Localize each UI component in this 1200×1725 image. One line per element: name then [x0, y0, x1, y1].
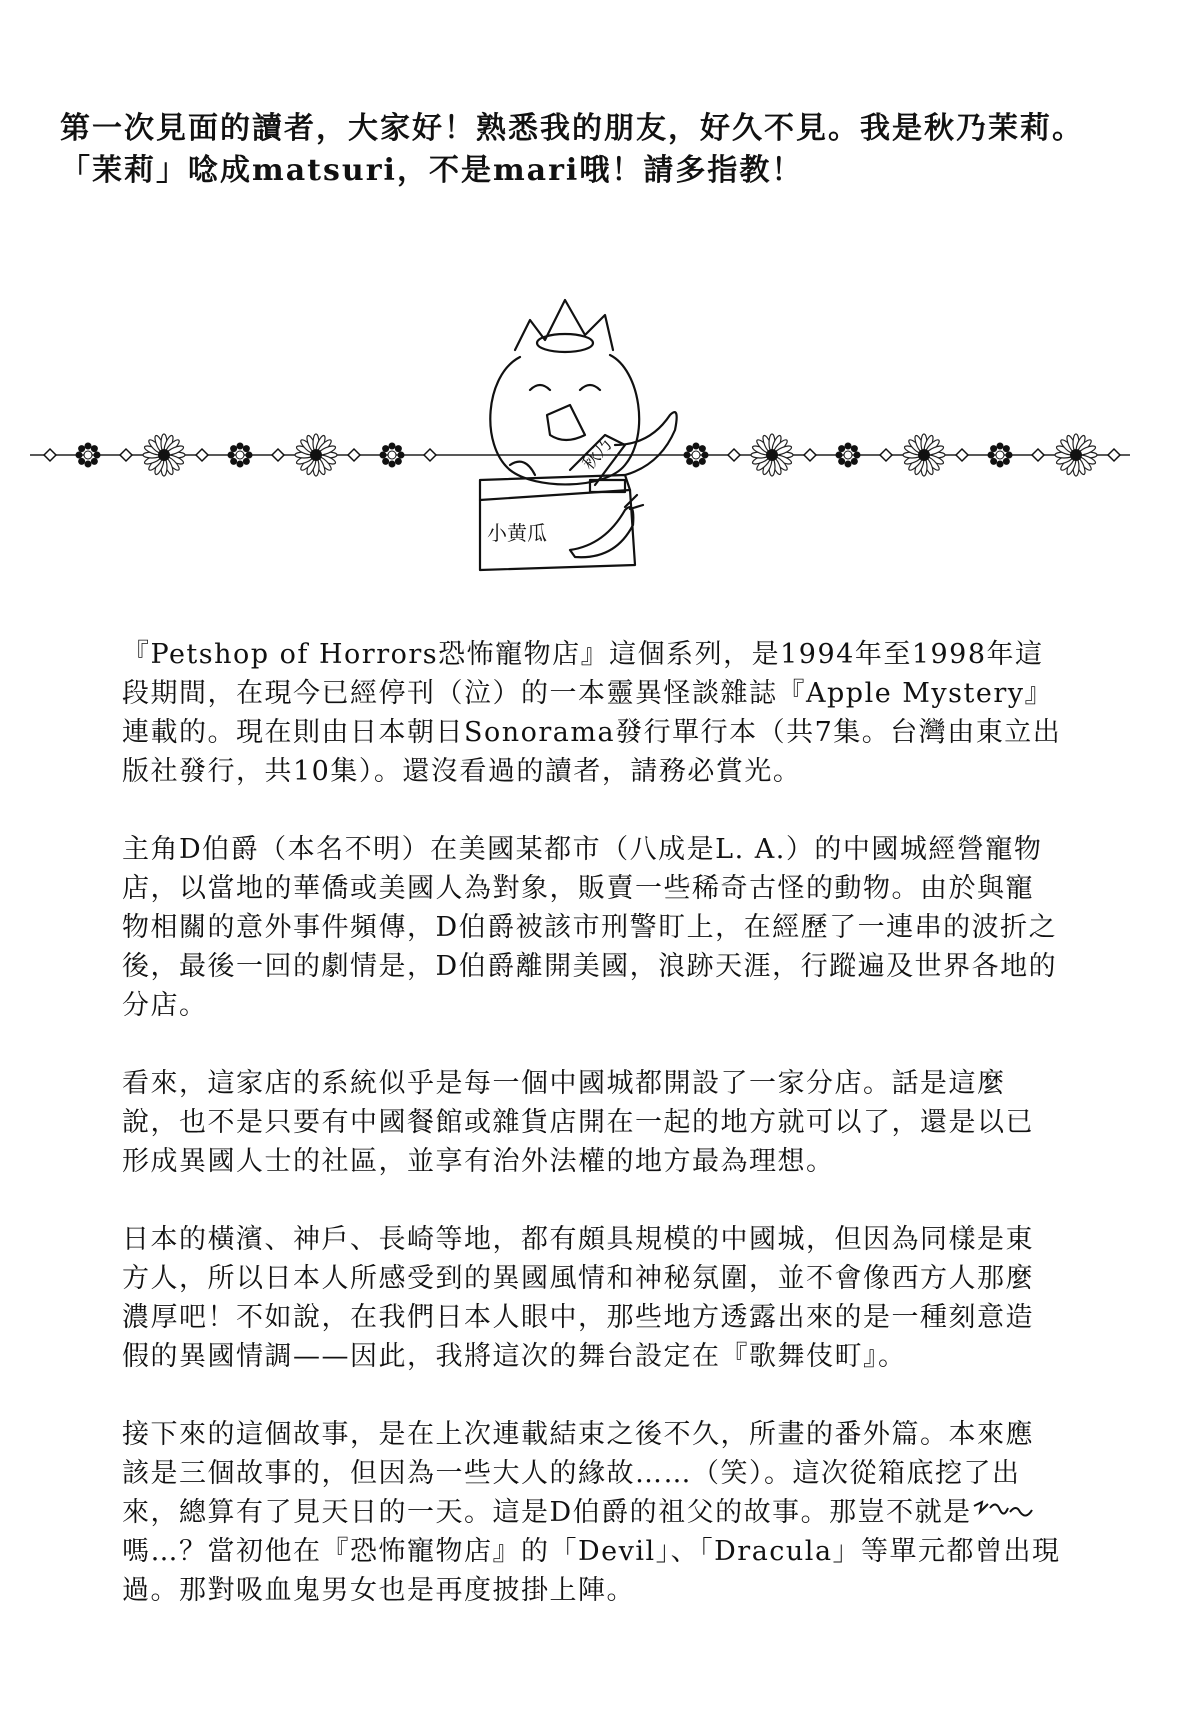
- small-flower-icon: [228, 443, 253, 468]
- diamond-ornament-icon: [424, 449, 436, 461]
- scribble-signature-icon: [972, 1498, 1034, 1524]
- diamond-ornament-icon: [196, 449, 208, 461]
- diamond-ornament-icon: [44, 449, 56, 461]
- diamond-ornament-icon: [804, 449, 816, 461]
- paragraph-4: 日本的橫濱、神戶、長崎等地，都有頗具規模的中國城，但因為同樣是東方人，所以日本人所感受到的異國風情和神秘氛圍，並不會像西方人那麼濃厚吧！不如說，在我們日本人眼中，那些地方透露出來的是一種刻意造假的異國情調——因此，我將這次的舞台設定在『歌舞伎町』。: [122, 1224, 1034, 1372]
- small-flower-icon: [380, 443, 405, 468]
- small-flower-icon: [836, 443, 861, 468]
- daisy-flower-icon: [143, 434, 185, 476]
- intro-line-1: 第一次見面的讀者，大家好！熟悉我的朋友，好久不見。我是秋乃茉莉。: [60, 111, 1084, 146]
- diamond-ornament-icon: [120, 449, 132, 461]
- intro-greeting: [60, 108, 1160, 192]
- daisy-flower-icon: [1055, 434, 1097, 476]
- intro-line-2: 「茉莉」唸成matsuri，不是mari哦！請多指教！: [60, 153, 804, 188]
- paragraph-2: 主角D伯爵（本名不明）在美國某都市（八成是L. A.）的中國城經營寵物店，以當地的華僑或美國人為對象，販賣一些稀奇古怪的動物。由於與寵物相關的意外事件頻傳，D伯爵被該市刑警盯上，在經歷了一連串的波折之後，最後一回的劇情是，D伯爵離開美國，浪跡天涯，行蹤遍及世界各地的分店。: [122, 834, 1058, 1021]
- paragraph-5: [122, 1415, 1062, 1610]
- diamond-ornament-icon: [1032, 449, 1044, 461]
- diamond-ornament-icon: [728, 449, 740, 461]
- diamond-ornament-icon: [880, 449, 892, 461]
- small-flower-icon: [988, 443, 1013, 468]
- paragraph-3: 看來，這家店的系統似乎是每一個中國城都開設了一家分店。話是這麼說，也不是只要有中國餐館或雜貨店開在一起的地方就可以了，還是以已形成異國人士的社區，並享有治外法權的地方最為理想。: [122, 1068, 1034, 1177]
- mascot-illustration: [475, 295, 705, 625]
- mascot-sash-label: 秋乃: [578, 435, 617, 475]
- daisy-flower-icon: [751, 434, 793, 476]
- diamond-ornament-icon: [272, 449, 284, 461]
- small-flower-icon: [76, 443, 101, 468]
- paragraph-1: 『Petshop of Horrors恐怖寵物店』這個系列，是1994年至1998年這段期間，在現今已經停刊（泣）的一本靈異怪談雜誌『Apple Mystery』連載的。現在則由日本朝日Sonorama發行單行本（共7集。台灣由東立出版社發行，共10集）。還沒看過的讀者，請務必賞光。: [122, 639, 1062, 787]
- body-text: [122, 635, 1062, 1649]
- daisy-flower-icon: [903, 434, 945, 476]
- mascot-box-label: 小黄瓜: [487, 521, 547, 545]
- paragraph-5-start: 接下來的這個故事，是在上次連載結束之後不久，所畫的番外篇。本來應該是三個故事的，但因為一些大人的緣故……（笑）。這次從箱底挖了出來，總算有了見天日的一天。這是D伯爵的祖父的故事。那豈不就是: [122, 1419, 1034, 1528]
- diamond-ornament-icon: [956, 449, 968, 461]
- diamond-ornament-icon: [348, 449, 360, 461]
- daisy-flower-icon: [295, 434, 337, 476]
- paragraph-5-end: 嗎…？當初他在『恐怖寵物店』的「Devil」、「Dracula」等單元都曾出現過。那對吸血鬼男女也是再度披掛上陣。: [122, 1536, 1061, 1606]
- diamond-ornament-icon: [1108, 449, 1120, 461]
